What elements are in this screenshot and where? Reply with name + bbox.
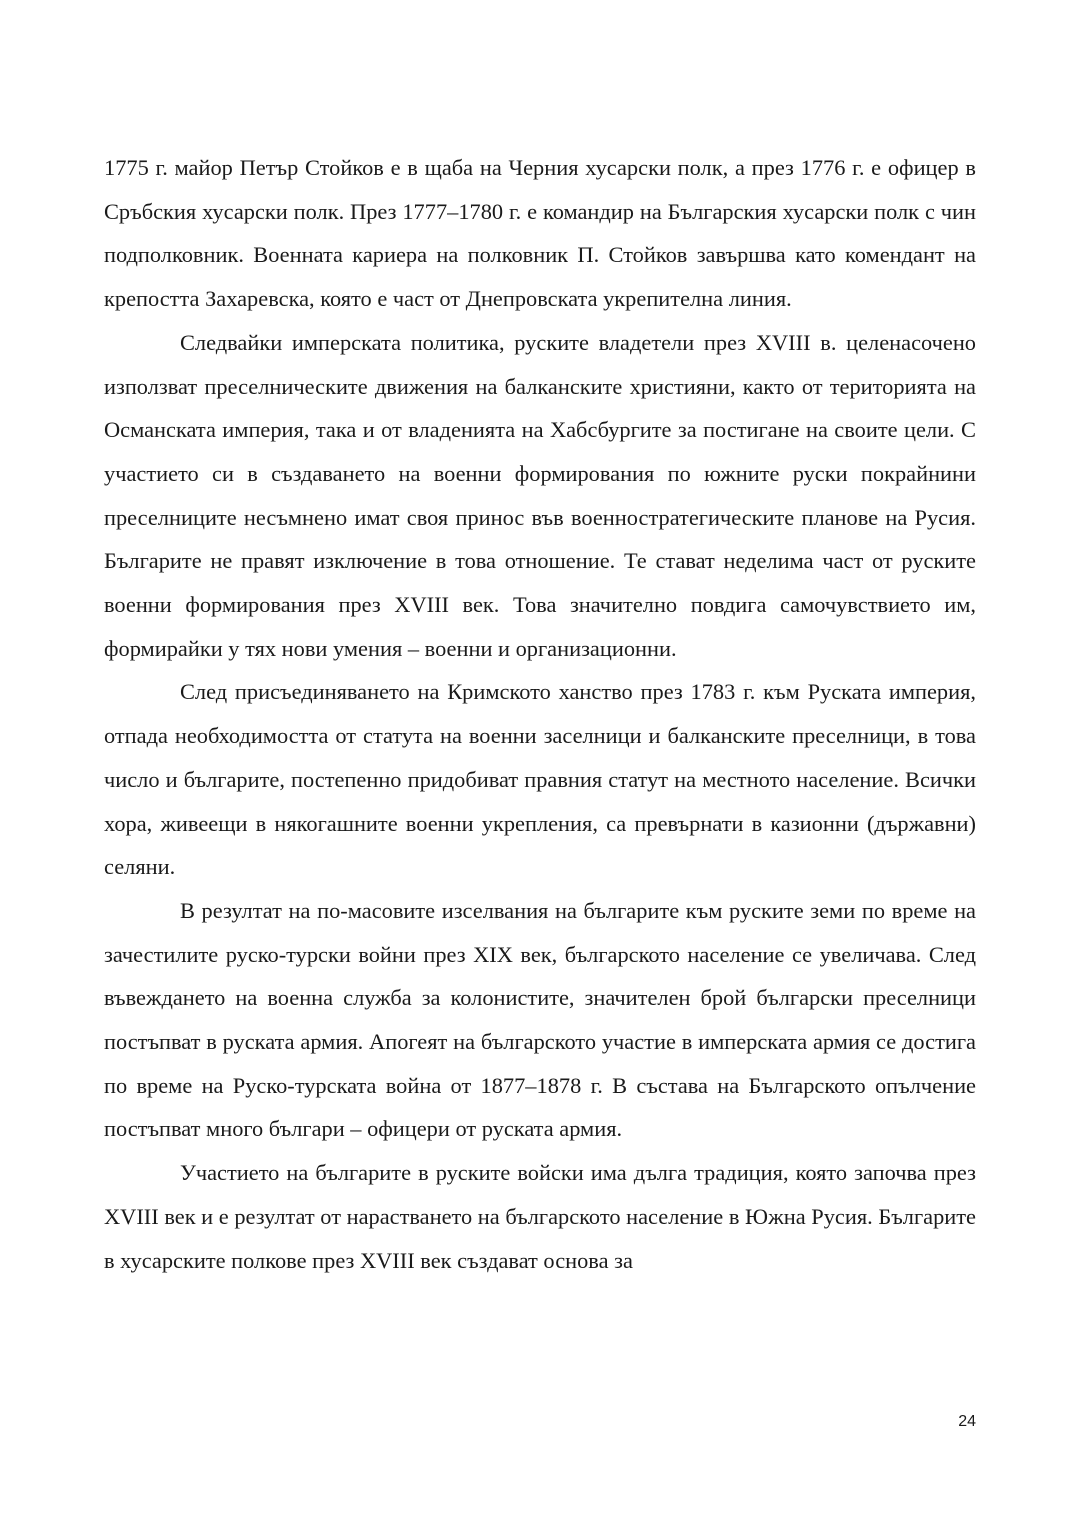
paragraph-2: Следвайки имперската политика, руските владетели през XVIII в. целенасочено използват преселническите движения на балканските християни, както от територията на Османската империя, така и от владенията на Хабсбургите за постигане на своите цели. С участието си в създаването на военни формирования по южните руски покрайнини преселниците несъмнено имат своя принос във военностратегическите планове на Русия. Българите не правят изключение в това отношение. Те стават неделима част от руските военни формирования през XVIII век. Това значително повдига самочувствието им, формирайки у тях нови умения – военни и организационни. [104, 329, 976, 661]
paragraph-1: 1775 г. майор Петър Стойков е в щаба на Черния хусарски полк, а през 1776 г. е офицер в Сръбския хусарски полк. През 1777–1780 г. е командир на Българския хусарски полк с чин подполковник. Военната кариера на полковник П. Стойков завършва като комендант на крепостта Захаревска, която е част от Днепровската укрепителна линия. [104, 155, 976, 312]
paragraph-4: В резултат на по-масовите изселвания на българите към руските земи по време на зачестилите руско-турски войни през XIX век, българското население се увеличава. След въвеждането на военна служба за колонистите, значителен брой български преселници постъпват в руската армия. Апогеят на българското участие в имперската армия се достига по време на Руско-турската война от 1877–1878 г. В състава на Българското опълчение постъпват много българи – офицери от руската армия. [104, 897, 976, 1142]
paragraph-3: След присъединяването на Кримското ханство през 1783 г. към Руската империя, отпада необходимостта от статута на военни заселници и балканските преселници, в това число и българите, постепенно придобиват правния статут на местното население. Всички хора, живеещи в някогашните военни укрепления, са превърнати в казионни (държавни) селяни. [104, 679, 976, 880]
page-number: 24 [958, 1413, 976, 1430]
paragraph-5: Участието на българите в руските войски има дълга традиция, която започва през XVIII век и е резултат от нарастването на българското население в Южна Русия. Българите в хусарските полкове през XVIII век създават основа за [104, 1160, 976, 1273]
document-body [104, 146, 976, 1282]
